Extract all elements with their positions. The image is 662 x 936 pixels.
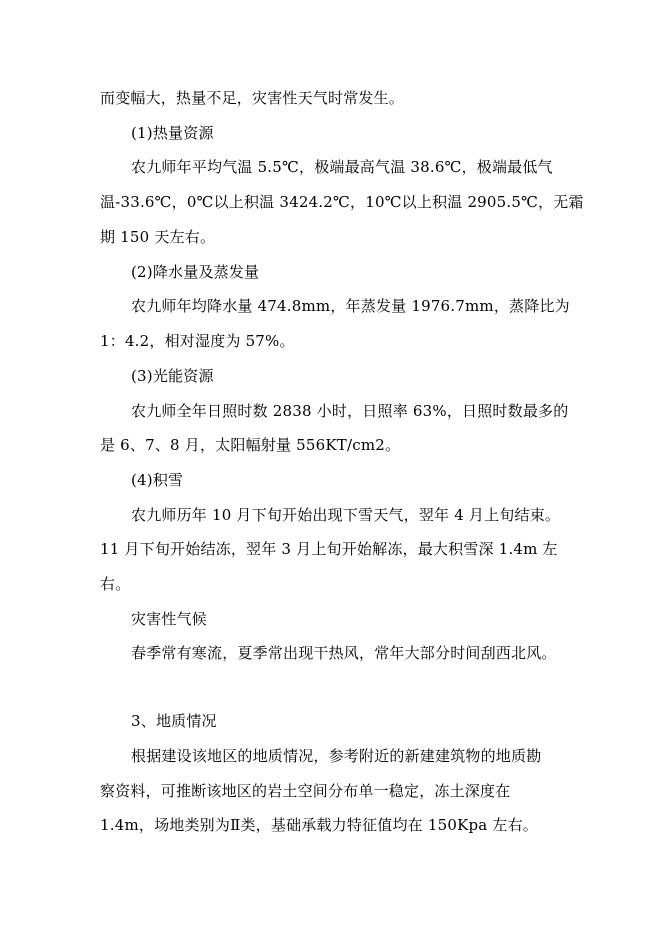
light-line-2: 是 6、7、8 月，太阳幅射量 556KT/cm2。 (100, 436, 401, 454)
snow-line-3: 右。 (100, 575, 131, 593)
precip-heading: (2)降水量及蒸发量 (131, 263, 260, 281)
snow-line-1: 农九师历年 10 月下旬开始出现下雪天气，翌年 4 月上旬结束。 (131, 506, 561, 524)
heat-line-1: 农九师年平均气温 5.5℃，极端最高气温 38.6℃，极端最低气 (131, 158, 553, 176)
precip-line-2: 1：4.2，相对湿度为 57%。 (100, 332, 295, 350)
light-heading: (3)光能资源 (131, 367, 214, 385)
snow-line-2: 11 月下旬开始结冻，翌年 3 月上旬开始解冻，最大积雪深 1.4m 左 (100, 540, 558, 558)
geology-line-3: 1.4m，场地类别为Ⅱ类，基础承载力特征值均在 150Kpa 左右。 (100, 816, 538, 834)
disaster-line-1: 春季常有寒流，夏季常出现干热风，常年大部分时间刮西北风。 (131, 644, 557, 662)
precip-line-1: 农九师年均降水量 474.8mm，年蒸发量 1976.7mm，蒸降比为 (131, 297, 570, 315)
heat-line-3: 期 150 天左右。 (100, 228, 216, 246)
snow-heading: (4)积雪 (131, 471, 184, 489)
light-line-1: 农九师全年日照时数 2838 小时，日照率 63%，日照时数最多的 (131, 402, 569, 420)
heat-line-2: 温-33.6℃，0℃以上积温 3424.2℃，10℃以上积温 2905.5℃，无霜 (100, 193, 584, 211)
geology-line-1: 根据建设该地区的地质情况，参考附近的新建建筑物的地质勘 (131, 747, 542, 765)
geology-line-2: 察资料，可推断该地区的岩土空间分布单一稳定，冻土深度在 (100, 782, 511, 800)
geology-heading: 3、地质情况 (131, 712, 217, 730)
intro-line: 而变幅大，热量不足，灾害性天气时常发生。 (100, 89, 405, 107)
heat-heading: (1)热量资源 (131, 124, 214, 142)
disaster-heading: 灾害性气候 (131, 610, 208, 628)
